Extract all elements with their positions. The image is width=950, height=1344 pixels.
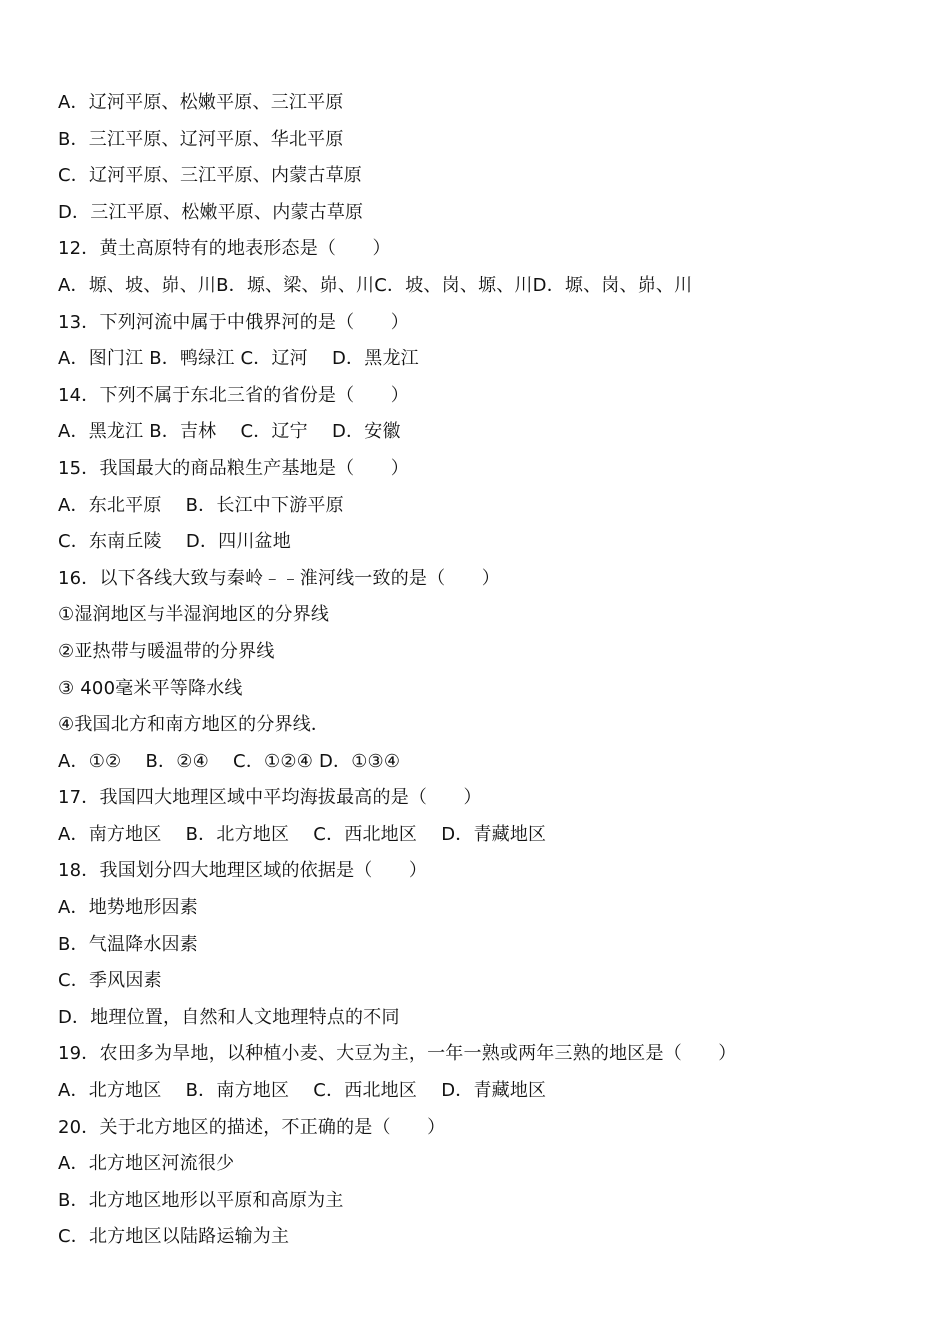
- option-line: A．塬、坡、峁、川B．塬、梁、峁、川C．坡、岗、塬、川D．塬、岗、峁、川: [58, 274, 693, 296]
- statement-line: ②亚热带与暖温带的分界线: [58, 640, 275, 662]
- question-text-block: [58, 85, 908, 1256]
- option-line: A．北方地区河流很少: [58, 1153, 235, 1175]
- option-line: A．南方地区 B．北方地区 C．西北地区 D．青藏地区: [58, 823, 547, 845]
- question-20: 20．关于北方地区的描述，不正确的是（ ）: [58, 1116, 446, 1138]
- statement-line: ①湿润地区与半湿润地区的分界线: [58, 604, 330, 626]
- option-line: C．季风因素: [58, 970, 162, 992]
- option-line: B．三江平原、辽河平原、华北平原: [58, 128, 344, 150]
- question-12: 12．黄土高原特有的地表形态是（ ）: [58, 238, 391, 260]
- option-line: C．辽河平原、三江平原、内蒙古草原: [58, 165, 362, 187]
- option-line: B．气温降水因素: [58, 933, 198, 955]
- question-14: 14．下列不属于东北三省的省份是（ ）: [58, 384, 409, 406]
- question-19: 19．农田多为旱地，以种植小麦、大豆为主，一年一熟或两年三熟的地区是（ ）: [58, 1043, 737, 1065]
- question-15: 15．我国最大的商品粮生产基地是（ ）: [58, 457, 409, 479]
- question-17: 17．我国四大地理区域中平均海拔最高的是（ ）: [58, 787, 482, 809]
- question-16: 16．以下各线大致与秦岭﹣﹣淮河线一致的是（ ）: [58, 567, 500, 589]
- option-line: C．北方地区以陆路运输为主: [58, 1226, 290, 1248]
- option-line: A．①② B．②④ C．①②④ D．①③④: [58, 750, 401, 772]
- option-line: A．北方地区 B．南方地区 C．西北地区 D．青藏地区: [58, 1080, 547, 1102]
- statement-line: ④我国北方和南方地区的分界线．: [58, 714, 330, 736]
- option-line: A．东北平原 B．长江中下游平原: [58, 494, 344, 516]
- question-13: 13．下列河流中属于中俄界河的是（ ）: [58, 311, 409, 333]
- option-line: B．北方地区地形以平原和高原为主: [58, 1189, 344, 1211]
- option-line: D．三江平原、松嫩平原、内蒙古草原: [58, 201, 364, 223]
- option-line: A．地势地形因素: [58, 897, 198, 919]
- option-line: A．黑龙江 B．吉林 C．辽宁 D．安徽: [58, 421, 401, 443]
- option-line: D．地理位置，自然和人文地理特点的不同: [58, 1006, 400, 1028]
- option-line: A．辽河平原、松嫩平原、三江平原: [58, 92, 344, 113]
- option-line: A．图门江 B．鸭绿江 C．辽河 D．黑龙江: [58, 348, 419, 370]
- statement-line: ③ 400毫米平等降水线: [58, 677, 243, 699]
- question-18: 18．我国划分四大地理区域的依据是（ ）: [58, 860, 428, 882]
- option-line: C．东南丘陵 D．四川盆地: [58, 531, 291, 553]
